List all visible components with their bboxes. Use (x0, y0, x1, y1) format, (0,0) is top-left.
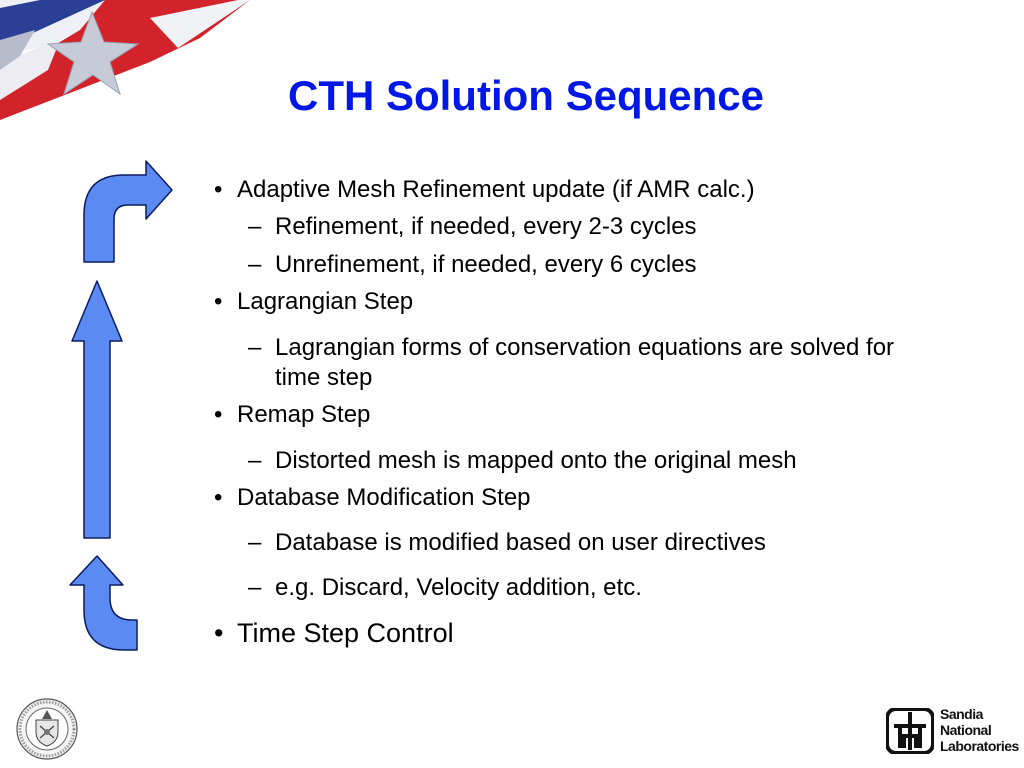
bullet-item: • Remap Step (214, 401, 371, 428)
sub-bullet-item: – Refinement, if needed, every 2-3 cycles (248, 213, 697, 240)
sub-bullet-item: – Lagrangian forms of conservation equations are solved for time step (248, 334, 895, 391)
snl-logo (886, 706, 1019, 758)
sub-bullet-item: – Distorted mesh is mapped onto the original mesh (248, 447, 797, 474)
doe-seal-icon (16, 698, 78, 760)
bullet-item: • Adaptive Mesh Refinement update (if AMR calc.) (214, 176, 755, 203)
sub-bullet-item: – Unrefinement, if needed, every 6 cycles (248, 251, 697, 278)
bullet-item: • Database Modification Step (214, 484, 531, 511)
slide-title: CTH Solution Sequence (287, 72, 765, 119)
snl-wordmark: Sandia National Laboratories (940, 706, 1019, 754)
process-cycle-arrows-icon (60, 155, 180, 655)
bullet-item: • Lagrangian Step (214, 288, 414, 315)
snl-thunderbird-logo-icon (886, 708, 934, 754)
sub-bullet-item: – e.g. Discard, Velocity addition, etc. (248, 574, 642, 601)
sub-bullet-item: – Database is modified based on user directives (248, 529, 766, 556)
bullet-item: • Time Step Control (214, 618, 454, 648)
